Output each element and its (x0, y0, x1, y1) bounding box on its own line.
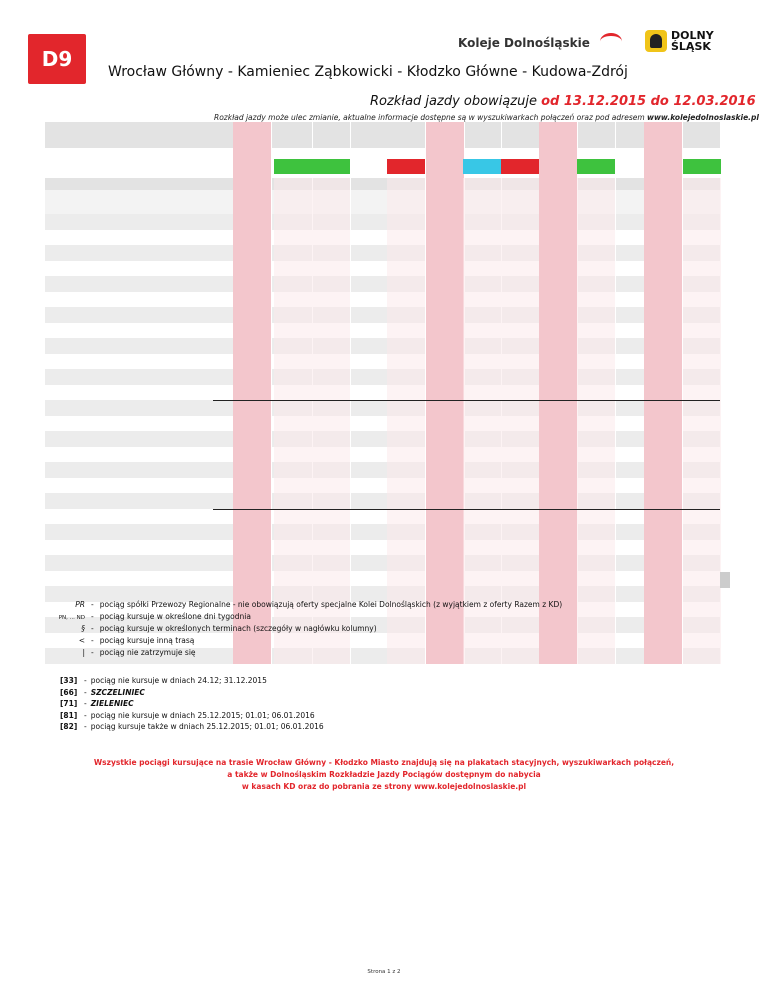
row-band (45, 555, 720, 571)
operator-logo: Koleje Dolnośląskie (458, 36, 590, 50)
region-logo-line-1: DOLNY (671, 29, 714, 42)
row-band (45, 416, 720, 432)
footnote-dash: - (84, 687, 87, 697)
column-divider (350, 122, 351, 664)
footer-line: a także w Dolnośląskim Rozkładzie Jazdy Pociągów dostępnym do nabycia (227, 770, 541, 779)
validity (370, 94, 756, 109)
notice (214, 113, 759, 122)
legend-symbol: | (82, 648, 85, 657)
footnote-row (60, 699, 324, 711)
page-number: Strona 1 z 2 (367, 969, 401, 975)
footnote-key: [82] (60, 722, 78, 731)
legend-dash: - (91, 624, 94, 633)
legend-text: pociąg kursuje w określonych terminach (szczegóły w nagłówku kolumny) (99, 624, 377, 633)
row-band (45, 571, 720, 587)
kd-column (463, 178, 501, 664)
row-band (45, 214, 720, 230)
line-tag (501, 159, 539, 174)
validity-prefix: Rozkład jazdy obowiązuje (370, 94, 537, 109)
header-band (45, 178, 720, 190)
row-band (45, 369, 720, 385)
footnote-row (60, 676, 324, 688)
row-band (45, 276, 720, 292)
column-divider (271, 122, 272, 664)
row-band (45, 509, 720, 525)
legend-symbol: < (78, 636, 85, 645)
row-band (45, 261, 720, 277)
row-band (45, 478, 720, 494)
row-band (45, 524, 720, 540)
legend-dash: - (91, 636, 94, 645)
line-tag (387, 159, 425, 174)
footnote-row (60, 688, 324, 700)
row-band (45, 307, 720, 323)
pr-column (539, 122, 577, 664)
legend-row (45, 624, 562, 636)
operator-logo-swoosh-icon (600, 33, 622, 50)
row-band (45, 230, 720, 246)
legend-dash: - (91, 612, 94, 621)
footnote-row (60, 722, 324, 734)
notice-url[interactable]: www.kolejedolnoslaskie.pl (647, 113, 759, 122)
line-tag (312, 159, 350, 174)
legend-dash: - (91, 648, 94, 657)
section-rule (213, 400, 720, 401)
row-band (45, 385, 720, 401)
footnote-dash: - (84, 710, 87, 720)
region-logo-line-2: ŚLĄSK (671, 40, 711, 53)
footer-line: Wszystkie pociągi kursujące na trasie Wrocław Główny - Kłodzko Miasto znajdują się na plakatach stacyjnych, wyszukiwarkach połączeń, (93, 758, 675, 767)
row-band (45, 338, 720, 354)
scroll-marker (720, 572, 730, 588)
footnote-row (60, 711, 324, 723)
legend-text: pociąg nie zatrzymuje się (99, 648, 196, 657)
line-tag (577, 159, 615, 174)
row-band (45, 400, 720, 416)
legend-row (45, 612, 562, 624)
kd-column (387, 178, 425, 664)
footnote-dash: - (84, 699, 87, 708)
footnote-dash: - (84, 676, 87, 685)
line-tag (683, 159, 721, 174)
footnote-text: pociąg kursuje także w dniach 25.12.2015; 01.01; 06.01.2016 (90, 722, 324, 731)
line-badge: D9 (28, 34, 86, 84)
row-band (45, 493, 720, 509)
footnote-dash: - (84, 722, 87, 731)
legend (45, 600, 562, 660)
row-band (45, 354, 720, 370)
timetable (45, 122, 720, 572)
legend-row (45, 648, 562, 660)
legend-symbol: PN, ... ND (58, 615, 85, 621)
legend-symbol: PR (75, 600, 85, 609)
footnote-key: [33] (60, 676, 78, 685)
column-divider (615, 122, 616, 664)
footnote-key: [81] (60, 710, 78, 720)
footer-info (0, 757, 768, 793)
row-band (45, 462, 720, 478)
legend-dash: - (91, 600, 94, 609)
footnote-text: SZCZELINIEC (90, 687, 145, 697)
legend-text: pociąg kursuje inną trasą (99, 636, 195, 645)
kd-column (577, 178, 615, 664)
pr-column (426, 122, 464, 664)
footer-line: w kasach KD oraz do pobrania ze strony www.kolejedolnoslaskie.pl (241, 782, 527, 791)
kd-column (683, 178, 721, 664)
validity-dates: od 13.12.2015 do 12.03.2016 (541, 94, 756, 109)
row-band (45, 323, 720, 339)
section-rule (213, 509, 720, 510)
legend-symbol: § (81, 624, 85, 633)
route-title: Wrocław Główny - Kamieniec Ząbkowicki - Kłodzko Główne - Kudowa-Zdrój (108, 64, 628, 80)
header-band (45, 190, 720, 214)
notice-text: Rozkład jazdy może ulec zmianie, aktualne informacje dostępne są w wyszukiwarkach połączeń oraz pod adresem (214, 113, 645, 122)
row-band (45, 245, 720, 261)
legend-row (45, 600, 562, 612)
footnote-text: pociąg nie kursuje w dniach 24.12; 31.12.2015 (90, 676, 267, 685)
footnotes (60, 676, 324, 734)
eagle-icon (645, 30, 667, 52)
line-tag (463, 159, 501, 174)
header-band (45, 122, 720, 148)
row-band (45, 447, 720, 463)
kd-column (312, 178, 350, 664)
row-band (45, 431, 720, 447)
line-tag (274, 159, 312, 174)
legend-row (45, 636, 562, 648)
footnote-text: pociąg nie kursuje w dniach 25.12.2015; 01.01; 06.01.2016 (90, 710, 315, 720)
footnote-key: [71] (60, 699, 78, 708)
legend-text: pociąg kursuje w określone dni tygodnia (99, 612, 251, 621)
pr-column (644, 122, 682, 664)
footnote-key: [66] (60, 687, 78, 697)
pr-column (233, 122, 271, 664)
kd-column (274, 178, 312, 664)
row-band (45, 292, 720, 308)
legend-text: pociąg spółki Przewozy Regionalne - nie obowiązują oferty specjalne Kolei Dolnośląskich (z wyjątkiem z oferty Razem z KD) (99, 600, 563, 609)
row-band (45, 540, 720, 556)
footnote-text: ZIELENIEC (90, 699, 134, 708)
kd-column (501, 178, 539, 664)
region-logo (645, 30, 714, 52)
